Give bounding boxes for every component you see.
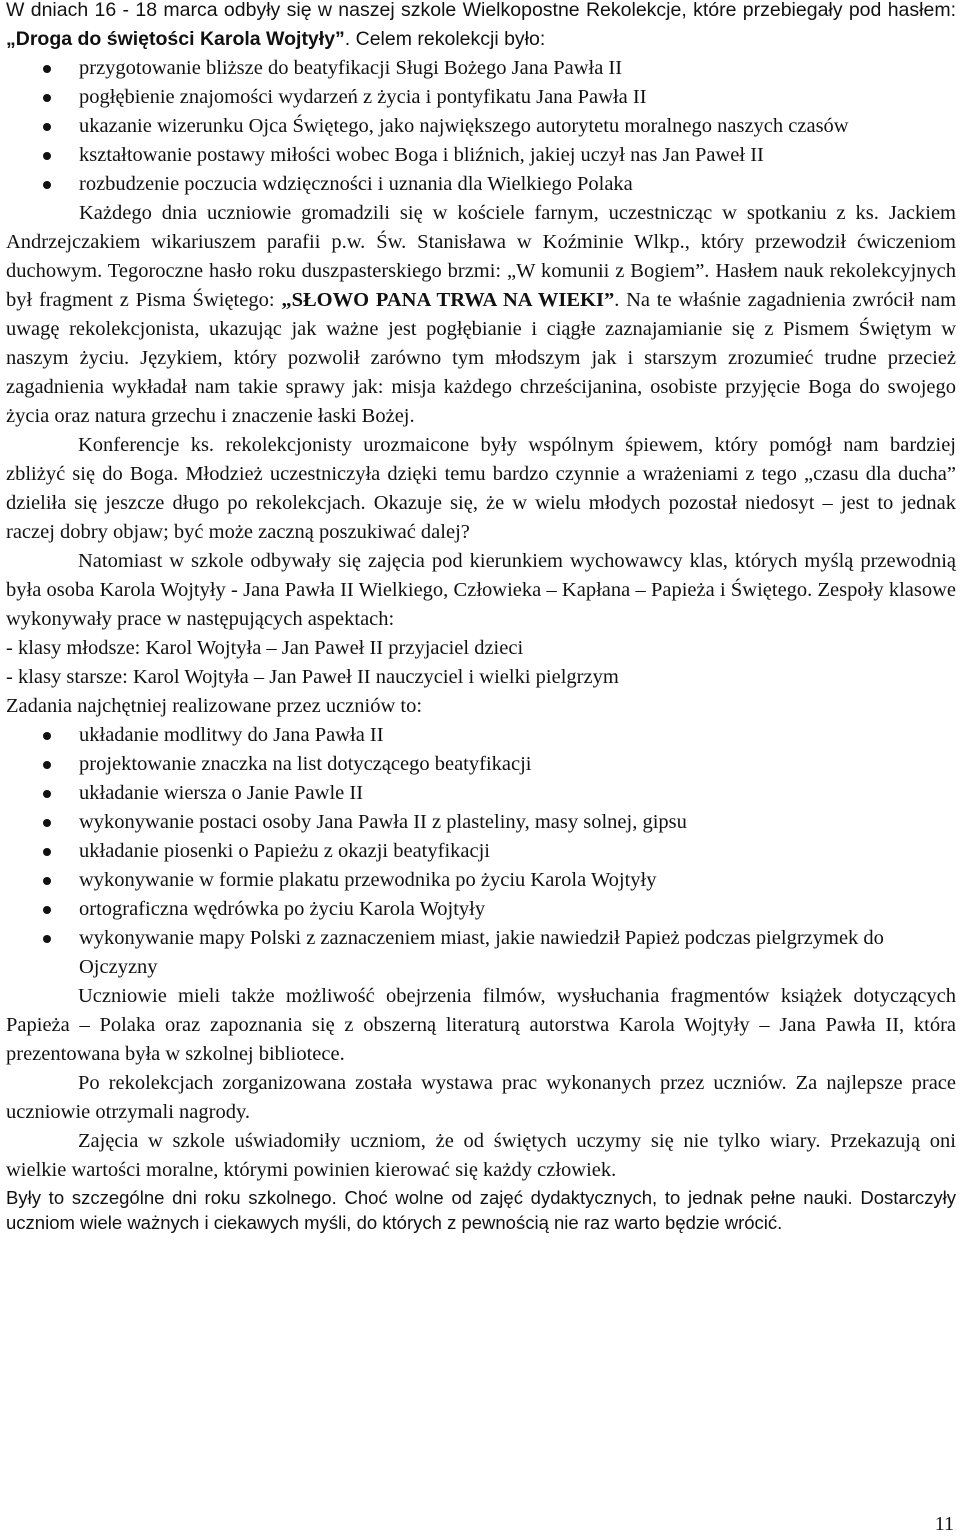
conferences-paragraph: Konferencje ks. rekolekcjonisty urozmaicone były wspólnym śpiewem, który pomógł nam bardziej zbliżyć się do Boga. Młodzież uczestniczyła dzięki temu bardzo czynnie a wrażeniami z tego „czasu dla ducha” dzieliła się jeszcze długo po rekolekcjach. Okazuje się, że w wielu młodych pozostał niedosyt – jest to jednak raczej dobry objaw; być może zaczną poszukiwać dalej? (6, 434, 956, 543)
list-item: układanie modlitwy do Jana Pawła II (6, 721, 956, 750)
tasks-intro: Zadania najchętniej realizowane przez uczniów to: (6, 695, 423, 717)
bullet-icon (43, 65, 51, 73)
bullet-icon (43, 819, 51, 827)
bullet-icon (43, 152, 51, 160)
intro-paragraph (6, 0, 956, 54)
list-item: wykonywanie postaci osoby Jana Pawła II z plasteliny, masy solnej, gipsu (6, 808, 956, 837)
list-item: rozbudzenie poczucia wdzięczności i uznania dla Wielkiego Polaka (6, 170, 956, 199)
list-item: przygotowanie bliższe do beatyfikacji Sługi Bożego Jana Pawła II (6, 54, 956, 83)
intro-text: W dniach 16 - 18 marca odbyły się w naszej szkole Wielkopostne Rekolekcje, które przebiegały pod hasłem: (6, 0, 956, 21)
bullet-icon (43, 906, 51, 914)
bullet-icon (43, 877, 51, 885)
retreat-motto: „Droga do świętości Karola Wojtyły” (6, 28, 345, 50)
list-item: kształtowanie postawy miłości wobec Boga i bliźnich, jakiej uczył nas Jan Paweł II (6, 141, 956, 170)
bullet-icon (43, 94, 51, 102)
list-item: projektowanie znaczka na list dotyczącego beatyfikacji (6, 750, 956, 779)
bullet-icon (43, 181, 51, 189)
younger-classes-line: - klasy młodsze: Karol Wojtyła – Jan Paweł II przyjaciel dzieci (6, 637, 524, 659)
list-item: układanie piosenki o Papieżu z okazji beatyfikacji (6, 837, 956, 866)
lessons-paragraph: Zajęcia w szkole uświadomiły uczniom, że od świętych uczymy się nie tylko wiary. Przekazują oni wielkie wartości moralne, którymi powinien kierować się każdy człowiek. (6, 1130, 956, 1181)
bullet-icon (43, 732, 51, 740)
list-item: układanie wiersza o Janie Pawle II (6, 779, 956, 808)
closing-paragraph: Były to szczególne dni roku szkolnego. Choć wolne od zajęć dydaktycznych, to jednak pełne nauki. Dostarczyły uczniom wiele ważnych i ciekawych myśli, do których z pewnością nie raz warto będzie wrócić. (6, 1187, 956, 1233)
tasks-list (6, 721, 956, 982)
exhibition-paragraph: Po rekolekcjach zorganizowana została wystawa prac wykonanych przez uczniów. Za najlepsze prace uczniowie otrzymali nagrody. (6, 1072, 956, 1123)
page-number: 11 (934, 1513, 954, 1535)
bullet-icon (43, 848, 51, 856)
daily-meetings-paragraph: Każdego dnia uczniowie gromadzili się w kościele farnym, uczestnicząc w spotkaniu z ks. Jackiem Andrzejczakiem wikariuszem parafii p.w. Św. Stanisława w Koźminie Wlkp., który przewodził ćwiczeniom duchowym. Tegoroczne hasło roku duszpasterskiego brzmi: „W komunii z Bogiem”. Hasłem nauk rekolekcyjnych był fragment z Pisma Świętego: „SŁOWO PANA TRWA NA WIEKI”. Na te właśnie zagadnienia zwrócił nam uwagę rekolekcjonista, ukazując jak ważne jest pogłębianie i ciągłe zaznajamianie się z Pismem Świętym w naszym życiu. Językiem, który pozwolił zarówno tym młodszym jak i starszym zrozumieć trudne przecież zagadnienia wykładał nam takie sprawy jak: misja każdego chrześcijanina, osobiste przyjęcie Boga do swojego życia oraz natura grzechu i znaczenie łaski Bożej. (6, 202, 957, 427)
films-paragraph: Uczniowie mieli także możliwość obejrzenia filmów, wysłuchania fragmentów książek dotyczących Papieża – Polaka oraz zapoznania się z obszerną literaturą autorstwa Karola Wojtyły – Jana Pawła II, która prezentowana była w szkolnej bibliotece. (6, 985, 956, 1065)
list-item: pogłębienie znajomości wydarzeń z życia i pontyfikatu Jana Pawła II (6, 83, 956, 112)
document-page (6, 0, 956, 1235)
school-activities-paragraph: Natomiast w szkole odbywały się zajęcia pod kierunkiem wychowawcy klas, których myślą przewodnią była osoba Karola Wojtyły - Jana Pawła II Wielkiego, Człowieka – Kapłana – Papieża i Świętego. Zespoły klasowe wykonywały prace w następujących aspektach: (6, 550, 956, 630)
bullet-icon (43, 123, 51, 131)
list-item: wykonywanie w formie plakatu przewodnika po życiu Karola Wojtyły (6, 866, 956, 895)
bullet-icon (43, 935, 51, 943)
list-item: ortograficzna wędrówka po życiu Karola Wojtyły (6, 895, 956, 924)
intro-text-end: . Celem rekolekcji było: (344, 28, 546, 50)
goals-list (6, 54, 956, 199)
list-item: wykonywanie mapy Polski z zaznaczeniem miast, jakie nawiedził Papież podczas pielgrzymek do Ojczyzny (6, 924, 956, 982)
older-classes-line: - klasy starsze: Karol Wojtyła – Jan Paweł II nauczyciel i wielki pielgrzym (6, 666, 619, 688)
scripture-motto: „SŁOWO PANA TRWA NA WIEKI” (281, 289, 615, 311)
bullet-icon (43, 790, 51, 798)
list-item: ukazanie wizerunku Ojca Świętego, jako największego autorytetu moralnego naszych czasów (6, 112, 956, 141)
bullet-icon (43, 761, 51, 769)
